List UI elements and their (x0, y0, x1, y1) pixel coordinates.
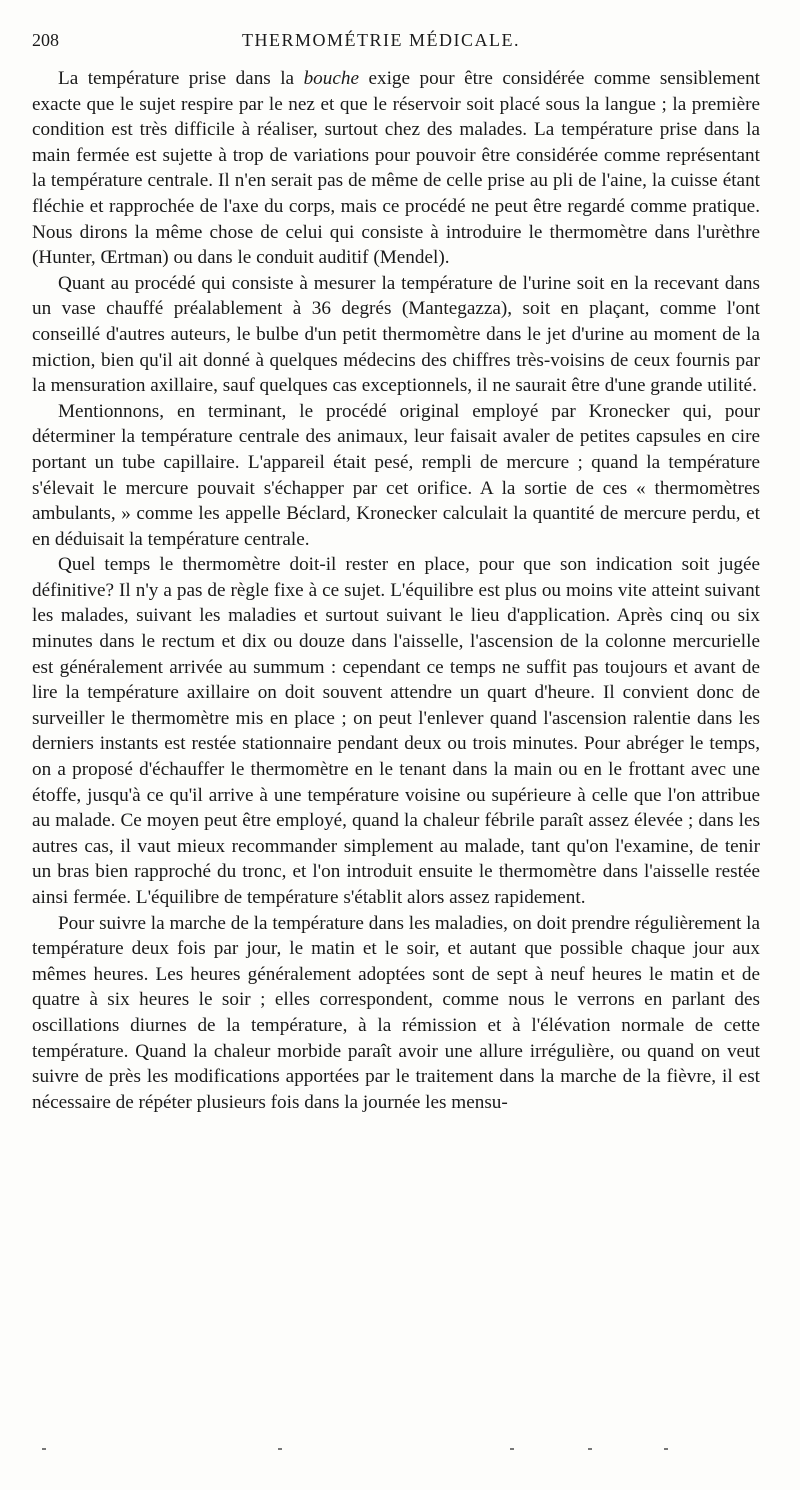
page-header (32, 30, 760, 60)
page-number: 208 (32, 30, 59, 50)
emphasized-word: bouche (303, 68, 359, 89)
paragraph-reading-time: Quel temps le thermomètre doit-il rester en place, pour que son indication soit jugée définitive? Il n'y a pas de règle fixe à ce sujet. L'équilibre est plus ou moins vite atteint suivant les malades, suivant les maladies et surtout suivant le lieu d'application. Après cinq ou six minutes dans le rectum et dix ou douze dans l'aisselle, l'ascension de la colonne mercurielle est généralement arrivée au summum : cependant ce temps ne suffit pas toujours et avant de lire la température axillaire on doit souvent attendre un quart d'heure. Il convient donc de surveiller le thermomètre mis en place ; on peut l'enlever quand l'ascension ralentie dans les derniers instants est restée stationnaire pendant deux ou trois minutes. Pour abréger le temps, on a proposé d'échauffer le thermomètre en le tenant dans la main ou en le frottant avec une étoffe, jusqu'à ce qu'il arrive à une température voisine ou supérieure à celle que l'on attribue au malade. Ce moyen peut être employé, quand la chaleur fébrile paraît assez élevée ; dans les autres cas, il vaut mieux recommander simplement au malade, tant qu'on l'examine, de tenir un bras bien rapproché du tronc, et l'on introduit ensuite le thermomètre dans l'aisselle restée ainsi fermée. L'équilibre de température s'établit alors assez rapidement. (32, 554, 760, 908)
paragraph-urine-temperature: Quant au procédé qui consiste à mesurer la température de l'urine soit en la recevant dans un vase chauffé préalablement à 36 degrés (Mantegazza), soit en plaçant, comme l'ont conseillé d'autres auteurs, le bulbe d'un petit thermomètre dans le jet d'urine au moment de la miction, bien qu'il ait donné à quelques médecins des chiffres très-voisins de ceux fournis par la mensuration axillaire, sauf quelques cas exceptionnels, il ne saurait être d'une grande utilité. (32, 272, 760, 397)
paragraph-text: exige pour être considérée comme sensiblement exacte que le sujet respire par le nez et que le réservoir soit placé sous la langue ; la première condition est très difficile à réaliser, surtout chez des malades. La température prise dans la main fermée est sujette à trop de variations pour pouvoir être considérée comme représentant la température centrale. Il n'en serait pas de même de celle prise au pli de l'aine, la cuisse étant fléchie et rapprochée de l'axe du corps, mais ce procédé ne peut être regardé comme pratique. Nous dirons la même chose de celui qui consiste à introduire le thermomètre dans l'urèthre (Hunter, Œrtman) ou dans le conduit auditif (Mendel). (32, 68, 761, 269)
paragraph-kronecker-method: Mentionnons, en terminant, le procédé original employé par Kronecker qui, pour déterminer la température centrale des animaux, leur faisait avaler de petites capsules en cire portant un tube capillaire. L'appareil était pesé, rempli de mercure ; quand la température s'élevait le mercure pouvait s'échapper par cet orifice. A la sortie de ces « thermomètres ambulants, » comme les appelle Béclard, Kronecker calculait la quantité de mercure perdu, et en déduisait la température centrale. (32, 400, 760, 550)
paragraph-mouth-temperature (32, 66, 760, 271)
print-specks (40, 1448, 760, 1454)
paragraph-text: La température prise dans la (58, 68, 304, 89)
paragraph-daily-measurement: Pour suivre la marche de la température dans les maladies, on doit prendre régulièrement la température deux fois par jour, le matin et le soir, et autant que possible chaque jour aux mêmes heures. Les heures généralement adoptées sont de sept à neuf heures le matin et de quatre à six heures le soir ; elles correspondent, comme nous le verrons en parlant des oscillations diurnes de la température, à la rémission et à l'élévation normale de cette température. Quand la chaleur morbide paraît avoir une allure irrégulière, ou quand on veut suivre de près les modifications apportées par le traitement dans la marche de la fièvre, il est nécessaire de répéter plusieurs fois dans la journée les mensu- (32, 912, 760, 1113)
body-text (32, 66, 760, 1115)
running-title: THERMOMÉTRIE MÉDICALE. (242, 30, 520, 50)
book-page (32, 30, 760, 1115)
